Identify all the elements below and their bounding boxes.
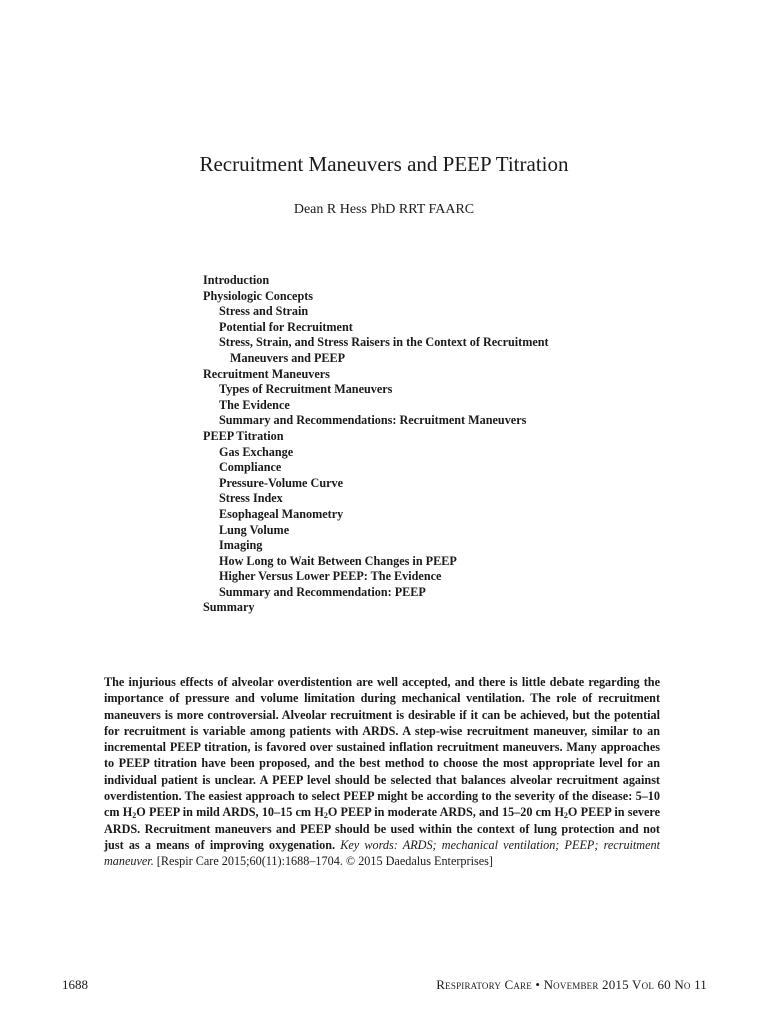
toc-item: Esophageal Manometry [219, 506, 344, 521]
subscript-2: 2 [563, 811, 568, 821]
toc-item: The Evidence [219, 397, 290, 412]
abstract-text-4: O PEEP in severe ARDS. Recruitment maneuvers and PEEP should be used within the context of lung protection and not just as a means of improving oxygenation. [104, 805, 660, 852]
toc-item: Summary and Recommendations: Recruitment Maneuvers [219, 413, 527, 428]
toc-item: Stress and Strain [219, 304, 309, 319]
subscript-2: 2 [323, 811, 328, 821]
toc-item: Gas Exchange [219, 444, 294, 459]
abstract [104, 674, 660, 870]
toc-item: Physiologic Concepts [203, 288, 314, 303]
abstract-text-1: The injurious effects of alveolar overdistention are well accepted, and there is little debate regarding the importance of pressure and volume limitation during mechanical ventilation. The role of recruitment maneuvers is more controversial. Alveolar recruitment is desirable if it can be achieved, but the potential for recruitment is variable among patients with ARDS. A step-wise recruitment maneuver, similar to an incremental PEEP titration, is favored over sustained inflation recruitment maneuvers. Many approaches to PEEP titration have been proposed, and the best method to choose the most appropriate level for an individual patient is unclear. A PEEP level should be selected that balances alveolar recruitment against overdistention. The easiest approach to select PEEP might be according to the severity of the disease: 5–10 cm H [104, 675, 660, 820]
page-number: 1688 [62, 977, 88, 992]
abstract-text-2: O PEEP in mild ARDS, 10–15 cm H [136, 805, 324, 820]
keywords: Key words: ARDS; mechanical ventilation; PEEP; recruitment maneuver. [104, 837, 661, 869]
toc-item: How Long to Wait Between Changes in PEEP [219, 553, 457, 568]
toc-item: Introduction [203, 273, 270, 287]
journal-info: Respiratory Care • November 2015 Vol 60 No 11 [436, 977, 707, 992]
author-line: Dean R Hess PhD RRT FAARC [293, 202, 475, 217]
toc-item: Pressure-Volume Curve [219, 475, 344, 490]
toc-item: Summary [203, 600, 255, 615]
toc-item: Imaging [219, 538, 263, 553]
toc-item: Summary and Recommendation: PEEP [219, 584, 426, 599]
citation: [Respir Care 2015;60(11):1688–1704. © 2015 Daedalus Enterprises] [156, 854, 493, 869]
toc-item: Stress, Strain, and Stress Raisers in the Context of Recruitment [219, 335, 549, 350]
toc-item: Stress Index [219, 491, 283, 506]
toc-item: Types of Recruitment Maneuvers [219, 382, 393, 397]
toc-item: Higher Versus Lower PEEP: The Evidence [219, 569, 442, 584]
toc-item: PEEP Titration [203, 428, 284, 443]
toc-item: Compliance [219, 460, 282, 475]
subscript-2: 2 [132, 811, 137, 821]
table-of-contents [203, 273, 623, 616]
toc-item: Maneuvers and PEEP [230, 350, 346, 365]
article-title: Recruitment Maneuvers and PEEP Titration [199, 152, 569, 176]
abstract-text-3: O PEEP in moderate ARDS, and 15–20 cm H [327, 805, 564, 820]
toc-item: Recruitment Maneuvers [203, 366, 330, 381]
toc-item: Lung Volume [219, 522, 290, 537]
toc-item: Potential for Recruitment [219, 319, 353, 334]
